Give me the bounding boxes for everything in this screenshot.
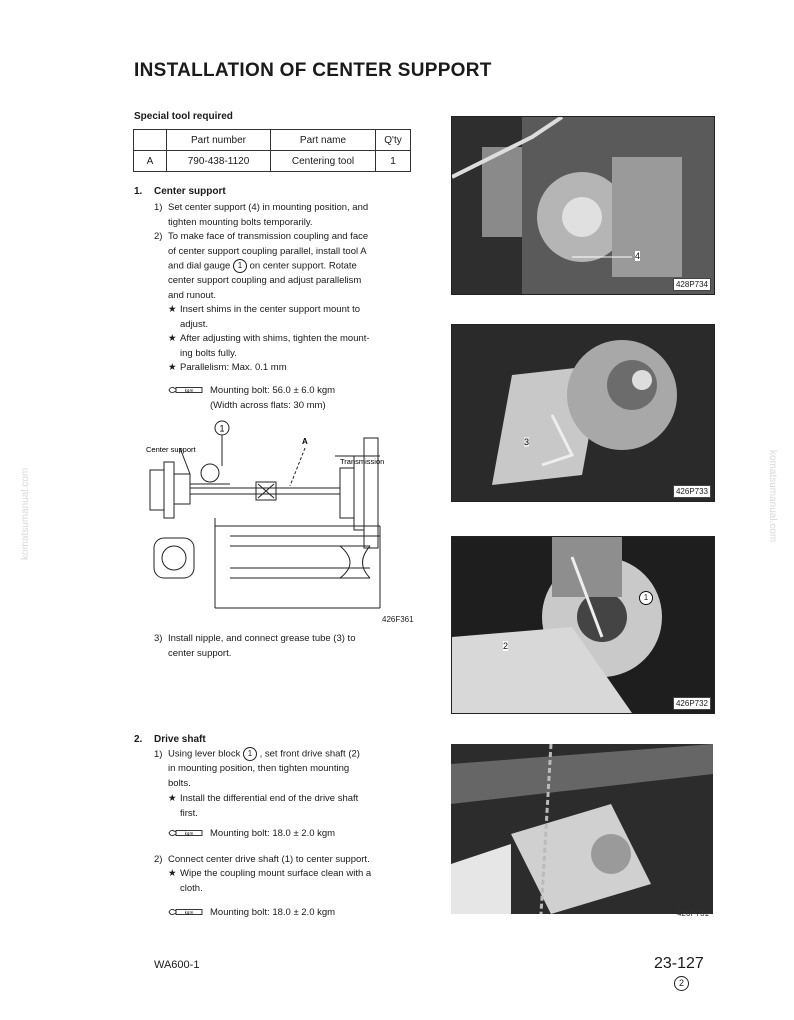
step-text: and dial gauge	[168, 260, 231, 272]
step-text: To make face of transmission coupling and face	[168, 231, 369, 242]
wrench-icon	[168, 907, 204, 917]
table-cell: Centering tool	[271, 151, 376, 172]
note-text: After adjusting with shims, tighten the mount-	[180, 333, 370, 344]
section1-step2	[154, 230, 424, 303]
section2-title: Drive shaft	[154, 734, 206, 745]
photo-code: 426P731	[676, 909, 709, 918]
section2-note2	[168, 867, 428, 896]
star-icon: ★	[168, 868, 177, 879]
section1-step3	[154, 632, 424, 661]
table-header-blank	[134, 130, 167, 151]
table-header-row	[134, 130, 411, 151]
step-number: 3)	[154, 633, 163, 644]
note-text: Install the differential end of the drive shaft	[180, 793, 359, 804]
table-cell: 790-438-1120	[167, 151, 271, 172]
section1-notes	[168, 303, 428, 376]
wrench-label: kgm	[184, 910, 194, 916]
photo-center-support-1	[451, 116, 715, 295]
step-text: Install nipple, and connect grease tube (3) to	[168, 633, 356, 644]
diagram-label-center-support: Center support	[146, 445, 196, 454]
step-number: 1)	[154, 748, 163, 760]
callout-circle: 1	[233, 259, 247, 273]
photo-callout: 4	[635, 251, 641, 261]
section2-heading	[134, 734, 206, 745]
torque-text: (Width across flats: 30 mm)	[210, 399, 326, 411]
watermark-left: komatsumanual.com	[20, 467, 31, 560]
wrench-icon	[168, 385, 204, 395]
step-text: Set center support (4) in mounting position, and	[168, 202, 369, 213]
step-text: Using lever block	[168, 748, 241, 760]
photo-code: 426P733	[673, 485, 711, 498]
step-text: tighten mounting bolts temporarily.	[168, 216, 313, 228]
footer-revision: 2	[674, 976, 689, 991]
diagram-code: 426F361	[382, 615, 414, 624]
step-text: of center support coupling parallel, install tool A	[168, 245, 367, 257]
photo-callout: 1	[639, 591, 653, 605]
photo-code: 426P732	[673, 697, 711, 710]
step-text: bolts.	[168, 777, 191, 789]
section2-step1	[154, 747, 424, 791]
section1-number: 1.	[134, 186, 143, 197]
step-text: and runout.	[168, 289, 217, 301]
footer-page-number: 23-127	[654, 955, 704, 972]
note-text: cloth.	[180, 882, 203, 894]
photo-callout: 3	[524, 437, 530, 447]
step-text: in mounting position, then tighten mounting	[168, 763, 350, 775]
step-text: on center support. Rotate	[249, 260, 357, 272]
diagram-label-a: A	[302, 437, 308, 446]
section2-step2	[154, 853, 424, 868]
note-text: Insert shims in the center support mount to	[180, 304, 361, 315]
star-icon: ★	[168, 304, 177, 315]
section1-heading	[134, 186, 226, 197]
step-number: 2)	[154, 854, 163, 865]
table-header-qty: Q'ty	[376, 130, 411, 151]
diagram-callout: 1	[219, 423, 225, 434]
section2-number: 2.	[134, 734, 143, 745]
torque-text: Mounting bolt: 56.0 ± 6.0 kgm	[210, 385, 336, 396]
section1-title: Center support	[154, 186, 226, 197]
photo-callout: 2	[503, 641, 509, 651]
center-support-diagram	[140, 418, 425, 628]
special-tool-table	[133, 129, 411, 172]
step-text: center support.	[168, 647, 232, 659]
table-header-part-number: Part number	[167, 130, 271, 151]
note-text: Parallelism: Max. 0.1 mm	[180, 362, 287, 373]
torque-text: Mounting bolt: 18.0 ± 2.0 kgm	[210, 907, 336, 918]
page-title: INSTALLATION OF CENTER SUPPORT	[134, 60, 492, 81]
section2-note1	[168, 792, 428, 821]
table-cell: A	[134, 151, 167, 172]
note-text: first.	[180, 807, 198, 819]
step-text: Connect center drive shaft (1) to center support.	[168, 854, 370, 865]
step-text: , set front drive shaft (2)	[259, 748, 360, 760]
section1-step1	[154, 201, 424, 230]
note-text: adjust.	[180, 318, 208, 330]
wrench-icon	[168, 828, 204, 838]
photo-code: 428P734	[673, 278, 711, 291]
watermark-right: komatsumanual.com	[767, 450, 778, 543]
step-number: 2)	[154, 231, 163, 242]
diagram-label-transmission: Transmission	[340, 457, 385, 466]
footer-model: WA600-1	[154, 959, 200, 971]
callout-circle: 1	[243, 747, 257, 761]
note-text: ing bolts fully.	[180, 347, 237, 359]
photo-drive-shaft	[451, 744, 713, 920]
note-text: Wipe the coupling mount surface clean with a	[180, 868, 372, 879]
step-text: center support coupling and adjust parallelism	[168, 275, 362, 287]
wrench-label: kgm	[184, 388, 194, 394]
step-number: 1)	[154, 202, 163, 213]
torque-text: Mounting bolt: 18.0 ± 2.0 kgm	[210, 828, 336, 839]
wrench-label: kgm	[184, 831, 194, 837]
photo-center-support-2	[451, 324, 715, 502]
table-row	[134, 151, 411, 172]
star-icon: ★	[168, 333, 177, 344]
star-icon: ★	[168, 793, 177, 804]
section2-torque2	[168, 906, 335, 921]
special-tool-heading: Special tool required	[134, 111, 233, 122]
photo-center-support-3	[451, 536, 715, 714]
section2-torque1	[168, 827, 335, 842]
star-icon: ★	[168, 362, 177, 373]
section1-torque	[168, 384, 428, 413]
table-cell: 1	[376, 151, 411, 172]
table-header-part-name: Part name	[271, 130, 376, 151]
